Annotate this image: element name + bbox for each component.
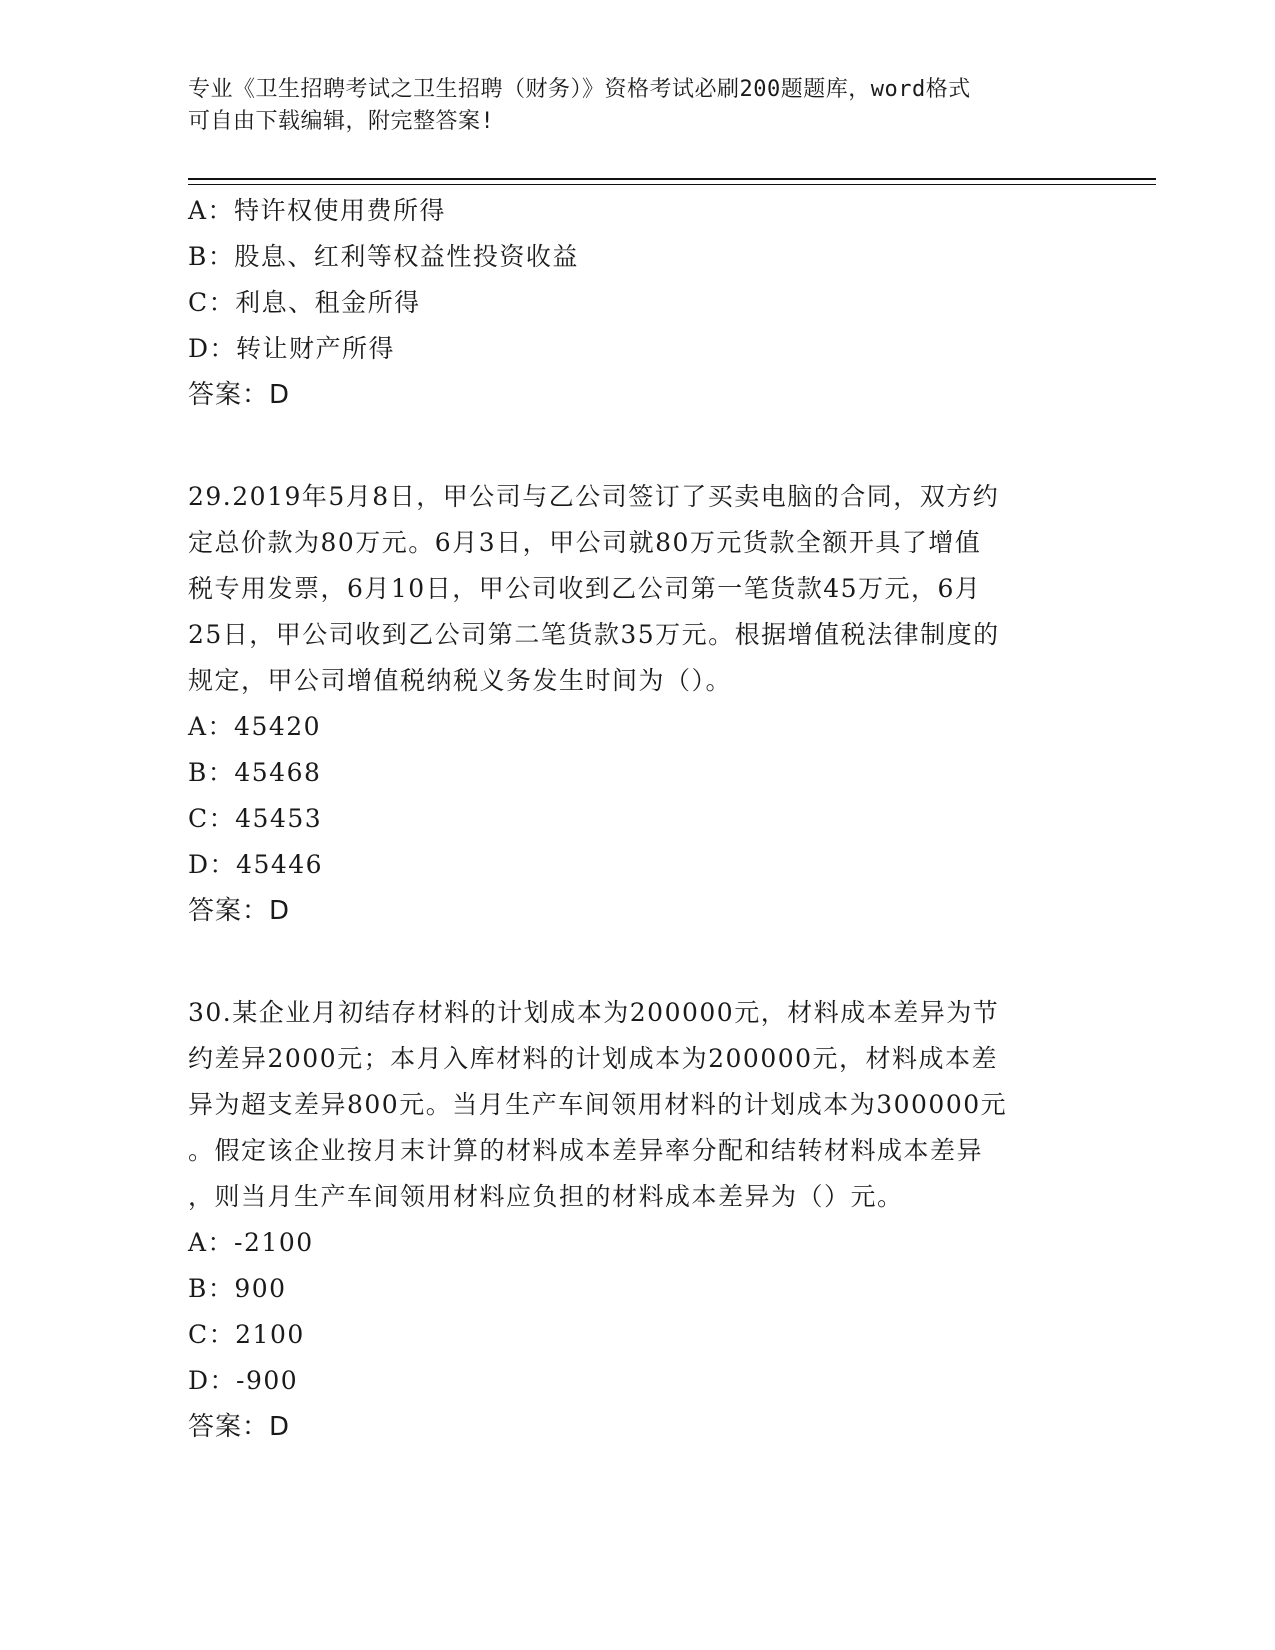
answer-line: 答案：D — [188, 1412, 291, 1442]
question-line: ，则当月生产车间领用材料应负担的材料成本差异为（）元。 — [188, 1182, 904, 1211]
answer-line: 答案：D — [188, 380, 291, 410]
question-line: 异为超支差异800元。当月生产车间领用材料的计划成本为300000元 — [188, 1090, 1008, 1119]
question-line: 定总价款为80万元。6月3日，甲公司就80万元货款全额开具了增值 — [188, 528, 982, 557]
question-line: 30.某企业月初结存材料的计划成本为200000元，材料成本差异为节 — [188, 998, 1000, 1027]
question-line: 25日，甲公司收到乙公司第二笔货款35万元。根据增值税法律制度的 — [188, 620, 1000, 649]
option-a: A：45420 — [188, 712, 322, 741]
question-line: 规定，甲公司增值税纳税义务发生时间为（）。 — [188, 666, 733, 695]
question-30-block — [188, 990, 1088, 1450]
header-line-1: 专业《卫生招聘考试之卫生招聘（财务）》资格考试必刷200题题库，word格式 — [188, 77, 971, 102]
option-d: D：-900 — [188, 1366, 299, 1395]
question-29-block — [188, 474, 1088, 934]
question-line: 约差异2000元；本月入库材料的计划成本为200000元，材料成本差 — [188, 1044, 999, 1073]
question-line: 。假定该企业按月末计算的材料成本差异率分配和结转材料成本差异 — [188, 1136, 984, 1165]
question-28-block — [188, 188, 1088, 418]
option-b: B：900 — [188, 1274, 287, 1303]
spacer — [188, 934, 1088, 990]
spacer — [188, 418, 1088, 474]
question-30-text — [188, 990, 1088, 1220]
option-d: D：45446 — [188, 850, 324, 879]
document-header — [188, 74, 1088, 138]
option-c: C：45453 — [188, 804, 323, 833]
option-c: C：利息、租金所得 — [188, 288, 421, 317]
question-line: 税专用发票，6月10日，甲公司收到乙公司第一笔货款45万元，6月 — [188, 574, 982, 603]
option-a: A：-2100 — [188, 1228, 314, 1257]
question-29-text — [188, 474, 1088, 704]
header-rule-thin — [188, 184, 1156, 185]
option-b: B：45468 — [188, 758, 322, 787]
document-body — [188, 188, 1088, 1450]
header-line-2: 可自由下载编辑，附完整答案! — [188, 109, 495, 134]
option-c: C：2100 — [188, 1320, 305, 1349]
option-b: B：股息、红利等权益性投资收益 — [188, 242, 579, 271]
question-line: 29.2019年5月8日，甲公司与乙公司签订了买卖电脑的合同，双方约 — [188, 482, 1000, 511]
answer-line: 答案：D — [188, 896, 291, 926]
option-a: A：特许权使用费所得 — [188, 196, 447, 225]
option-d: D：转让财产所得 — [188, 334, 396, 363]
header-rule-thick — [188, 178, 1156, 180]
